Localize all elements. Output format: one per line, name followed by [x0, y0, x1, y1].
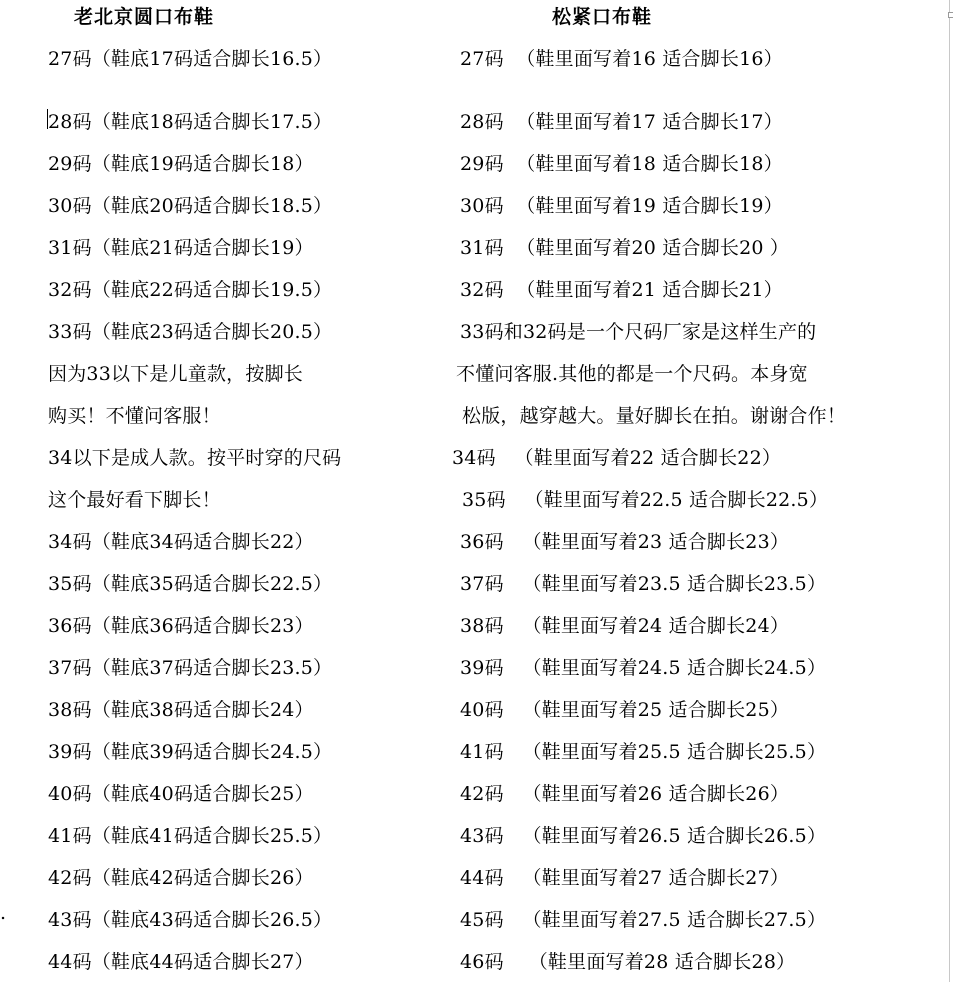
right-line: 38码 （鞋里面写着24 适合脚长24）: [460, 615, 790, 637]
right-line: 40码 （鞋里面写着25 适合脚长25）: [460, 699, 790, 721]
left-line: 44码（鞋底44码适合脚长27）: [48, 951, 314, 973]
left-line: 39码（鞋底39码适合脚长24.5）: [48, 741, 333, 763]
left-line: 34以下是成人款。按平时穿的尺码: [48, 447, 342, 469]
heading-elastic-shoes: 松紧口布鞋: [552, 6, 653, 28]
right-line: 29码 （鞋里面写着18 适合脚长18）: [460, 153, 783, 175]
left-line: 33码（鞋底23码适合脚长20.5）: [48, 321, 333, 343]
left-line: 32码（鞋底22码适合脚长19.5）: [48, 279, 333, 301]
left-line: 43码（鞋底43码适合脚长26.5）: [48, 909, 333, 931]
left-line: 42码（鞋底42码适合脚长26）: [48, 867, 314, 889]
right-line: 35码 （鞋里面写着22.5 适合脚长22.5）: [462, 489, 829, 511]
right-line: 33码和32码是一个尺码厂家是这样生产的: [460, 321, 817, 343]
left-line: 35码（鞋底35码适合脚长22.5）: [48, 573, 333, 595]
left-line: 购买！不懂问客服！: [48, 405, 221, 427]
heading-old-beijing-shoes: 老北京圆口布鞋: [74, 6, 215, 28]
right-line: 45码 （鞋里面写着27.5 适合脚长27.5）: [460, 909, 827, 931]
resize-handle[interactable]: [948, 12, 953, 18]
right-line: 松版，越穿越大。量好脚长在拍。谢谢合作！: [462, 405, 847, 427]
left-line: 30码（鞋底20码适合脚长18.5）: [48, 195, 333, 217]
left-line: 40码（鞋底40码适合脚长25）: [48, 783, 314, 805]
right-line: 28码 （鞋里面写着17 适合脚长17）: [460, 111, 783, 133]
right-line: 34码 （鞋里面写着22 适合脚长22）: [452, 447, 782, 469]
right-line: 41码 （鞋里面写着25.5 适合脚长25.5）: [460, 741, 827, 763]
left-line: 28码（鞋底18码适合脚长17.5）: [48, 111, 333, 133]
left-line: 31码（鞋底21码适合脚长19）: [48, 237, 314, 259]
right-line: 27码 （鞋里面写着16 适合脚长16）: [460, 48, 783, 70]
right-line: 39码 （鞋里面写着24.5 适合脚长24.5）: [460, 657, 827, 679]
right-line: 不懂问客服.其他的都是一个尺码。本身宽: [456, 363, 808, 385]
stray-dot: .: [0, 902, 7, 924]
left-line: 36码（鞋底36码适合脚长23）: [48, 615, 314, 637]
left-line: 27码（鞋底17码适合脚长16.5）: [48, 48, 333, 70]
left-line: 29码（鞋底19码适合脚长18）: [48, 153, 314, 175]
left-line: 因为33以下是儿童款，按脚长: [48, 363, 303, 385]
right-line: 32码 （鞋里面写着21 适合脚长21）: [460, 279, 783, 301]
right-line: 37码 （鞋里面写着23.5 适合脚长23.5）: [460, 573, 827, 595]
left-line: 34码（鞋底34码适合脚长22）: [48, 531, 314, 553]
left-line: 37码（鞋底37码适合脚长23.5）: [48, 657, 333, 679]
left-line: 这个最好看下脚长！: [48, 489, 221, 511]
left-line: 38码（鞋底38码适合脚长24）: [48, 699, 314, 721]
left-line: 41码（鞋底41码适合脚长25.5）: [48, 825, 333, 847]
right-line: 30码 （鞋里面写着19 适合脚长19）: [460, 195, 783, 217]
right-line: 44码 （鞋里面写着27 适合脚长27）: [460, 867, 790, 889]
right-line: 46码 （鞋里面写着28 适合脚长28）: [460, 951, 796, 973]
right-line: 36码 （鞋里面写着23 适合脚长23）: [460, 531, 790, 553]
right-line: 43码 （鞋里面写着26.5 适合脚长26.5）: [460, 825, 827, 847]
page-border: [949, 0, 950, 982]
right-line: 31码 （鞋里面写着20 适合脚长20 ）: [460, 237, 790, 259]
right-line: 42码 （鞋里面写着26 适合脚长26）: [460, 783, 790, 805]
